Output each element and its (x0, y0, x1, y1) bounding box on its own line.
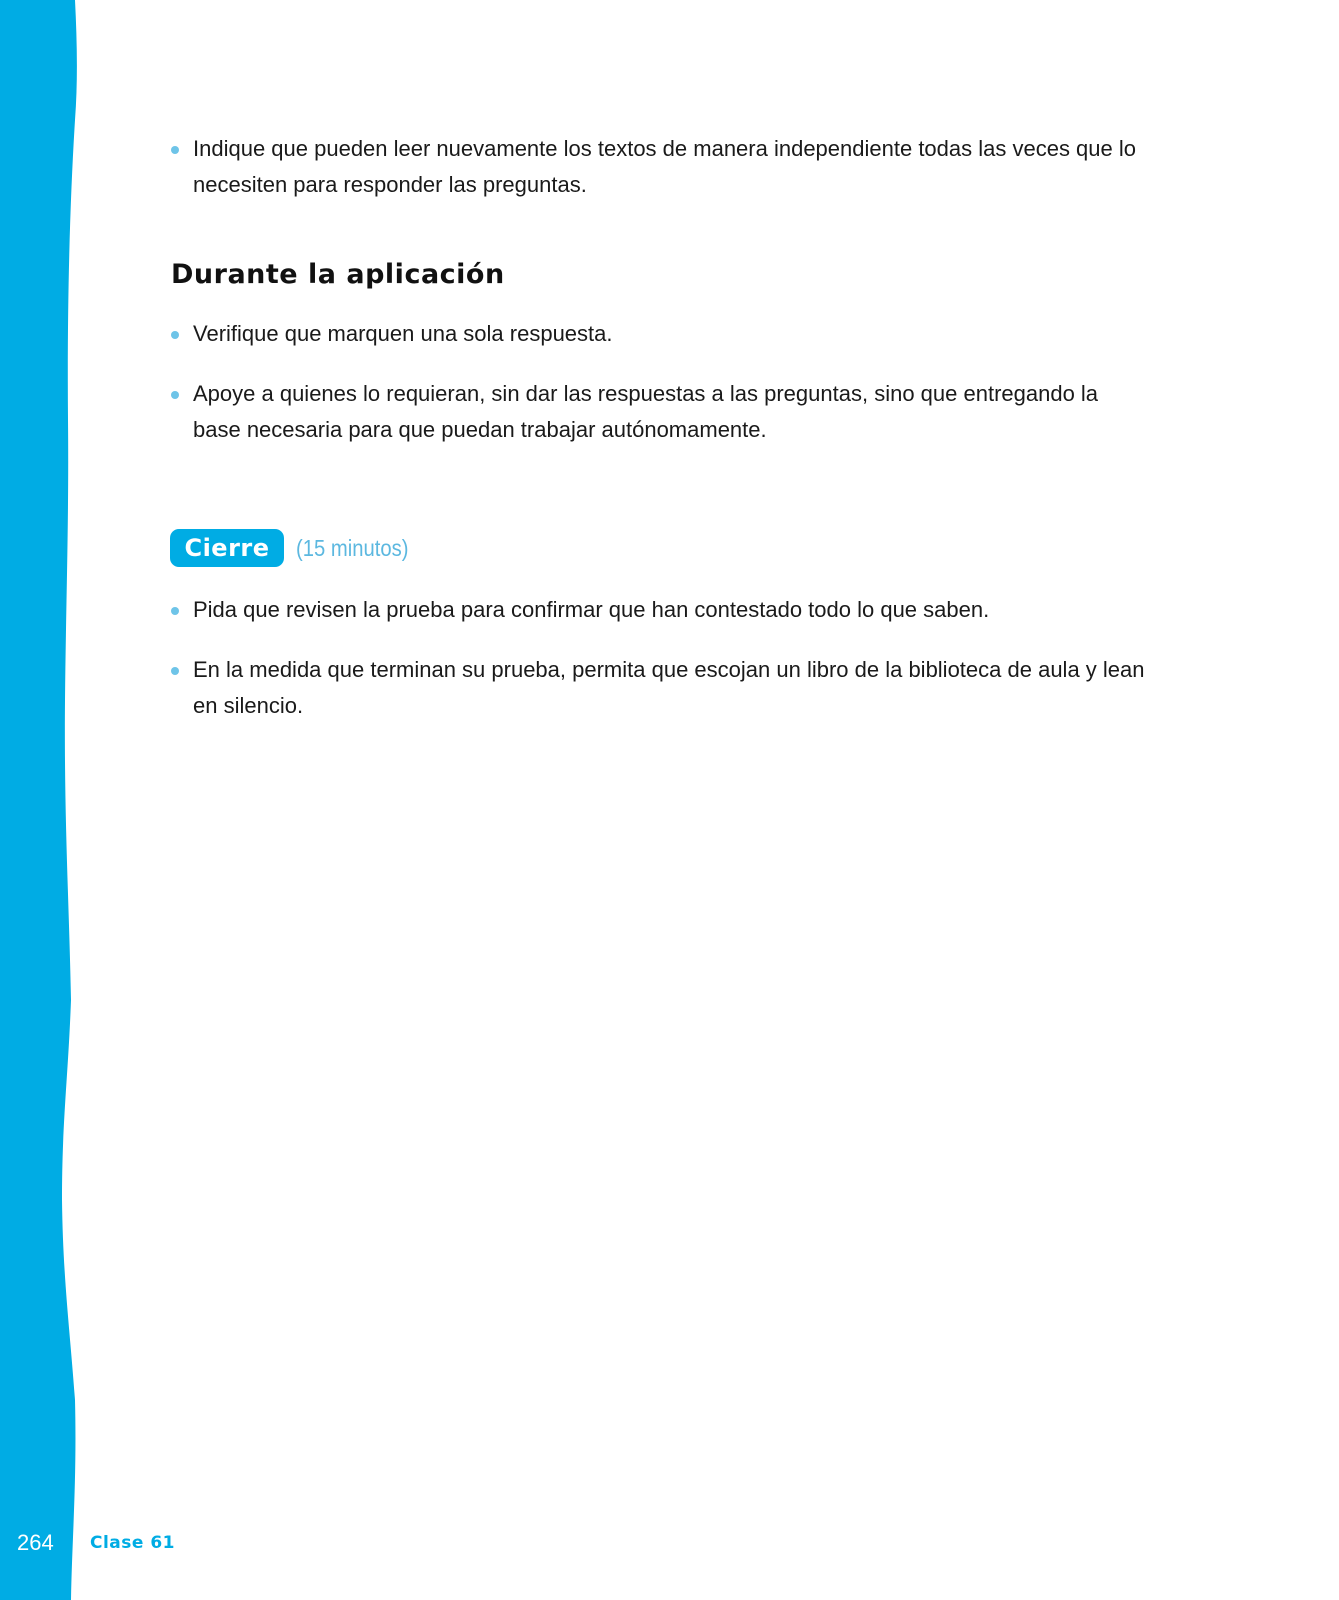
bullet-dot-icon (171, 331, 179, 339)
cierre-tag: Cierre (170, 529, 284, 567)
list-item-text: Pida que revisen la prueba para confirmar que han contestado todo lo que saben. (193, 597, 990, 622)
cierre-header (170, 529, 424, 567)
intro-bullet-list (171, 131, 1151, 203)
side-band-decoration (0, 0, 90, 1600)
cierre-duration: (15 minutos) (296, 534, 409, 561)
durante-bullet-list (171, 316, 1151, 448)
bullet-dot-icon (171, 607, 179, 615)
list-item-text: En la medida que terminan su prueba, permita que escojan un libro de la biblioteca de aula y lean en silencio. (193, 657, 1145, 718)
list-item-text: Apoye a quienes lo requieran, sin dar las respuestas a las preguntas, sino que entregando la base necesaria para que puedan trabajar autónomamente. (193, 381, 1099, 442)
class-label: Clase 61 (90, 1533, 175, 1553)
list-item (171, 592, 1151, 628)
bullet-dot-icon (171, 146, 179, 154)
bullet-dot-icon (171, 667, 179, 675)
list-item (171, 376, 1151, 448)
list-item (171, 316, 1151, 352)
cierre-bullet-list (171, 592, 1151, 724)
list-item (171, 652, 1151, 724)
page-number: 264 (17, 1530, 54, 1555)
list-item-text: Indique que pueden leer nuevamente los textos de manera independiente todas las veces que lo necesiten para responder las preguntas. (193, 136, 1137, 197)
bullet-dot-icon (171, 391, 179, 399)
list-item-text: Verifique que marquen una sola respuesta. (193, 321, 613, 346)
list-item (171, 131, 1151, 203)
section-heading-durante: Durante la aplicación (171, 259, 505, 290)
